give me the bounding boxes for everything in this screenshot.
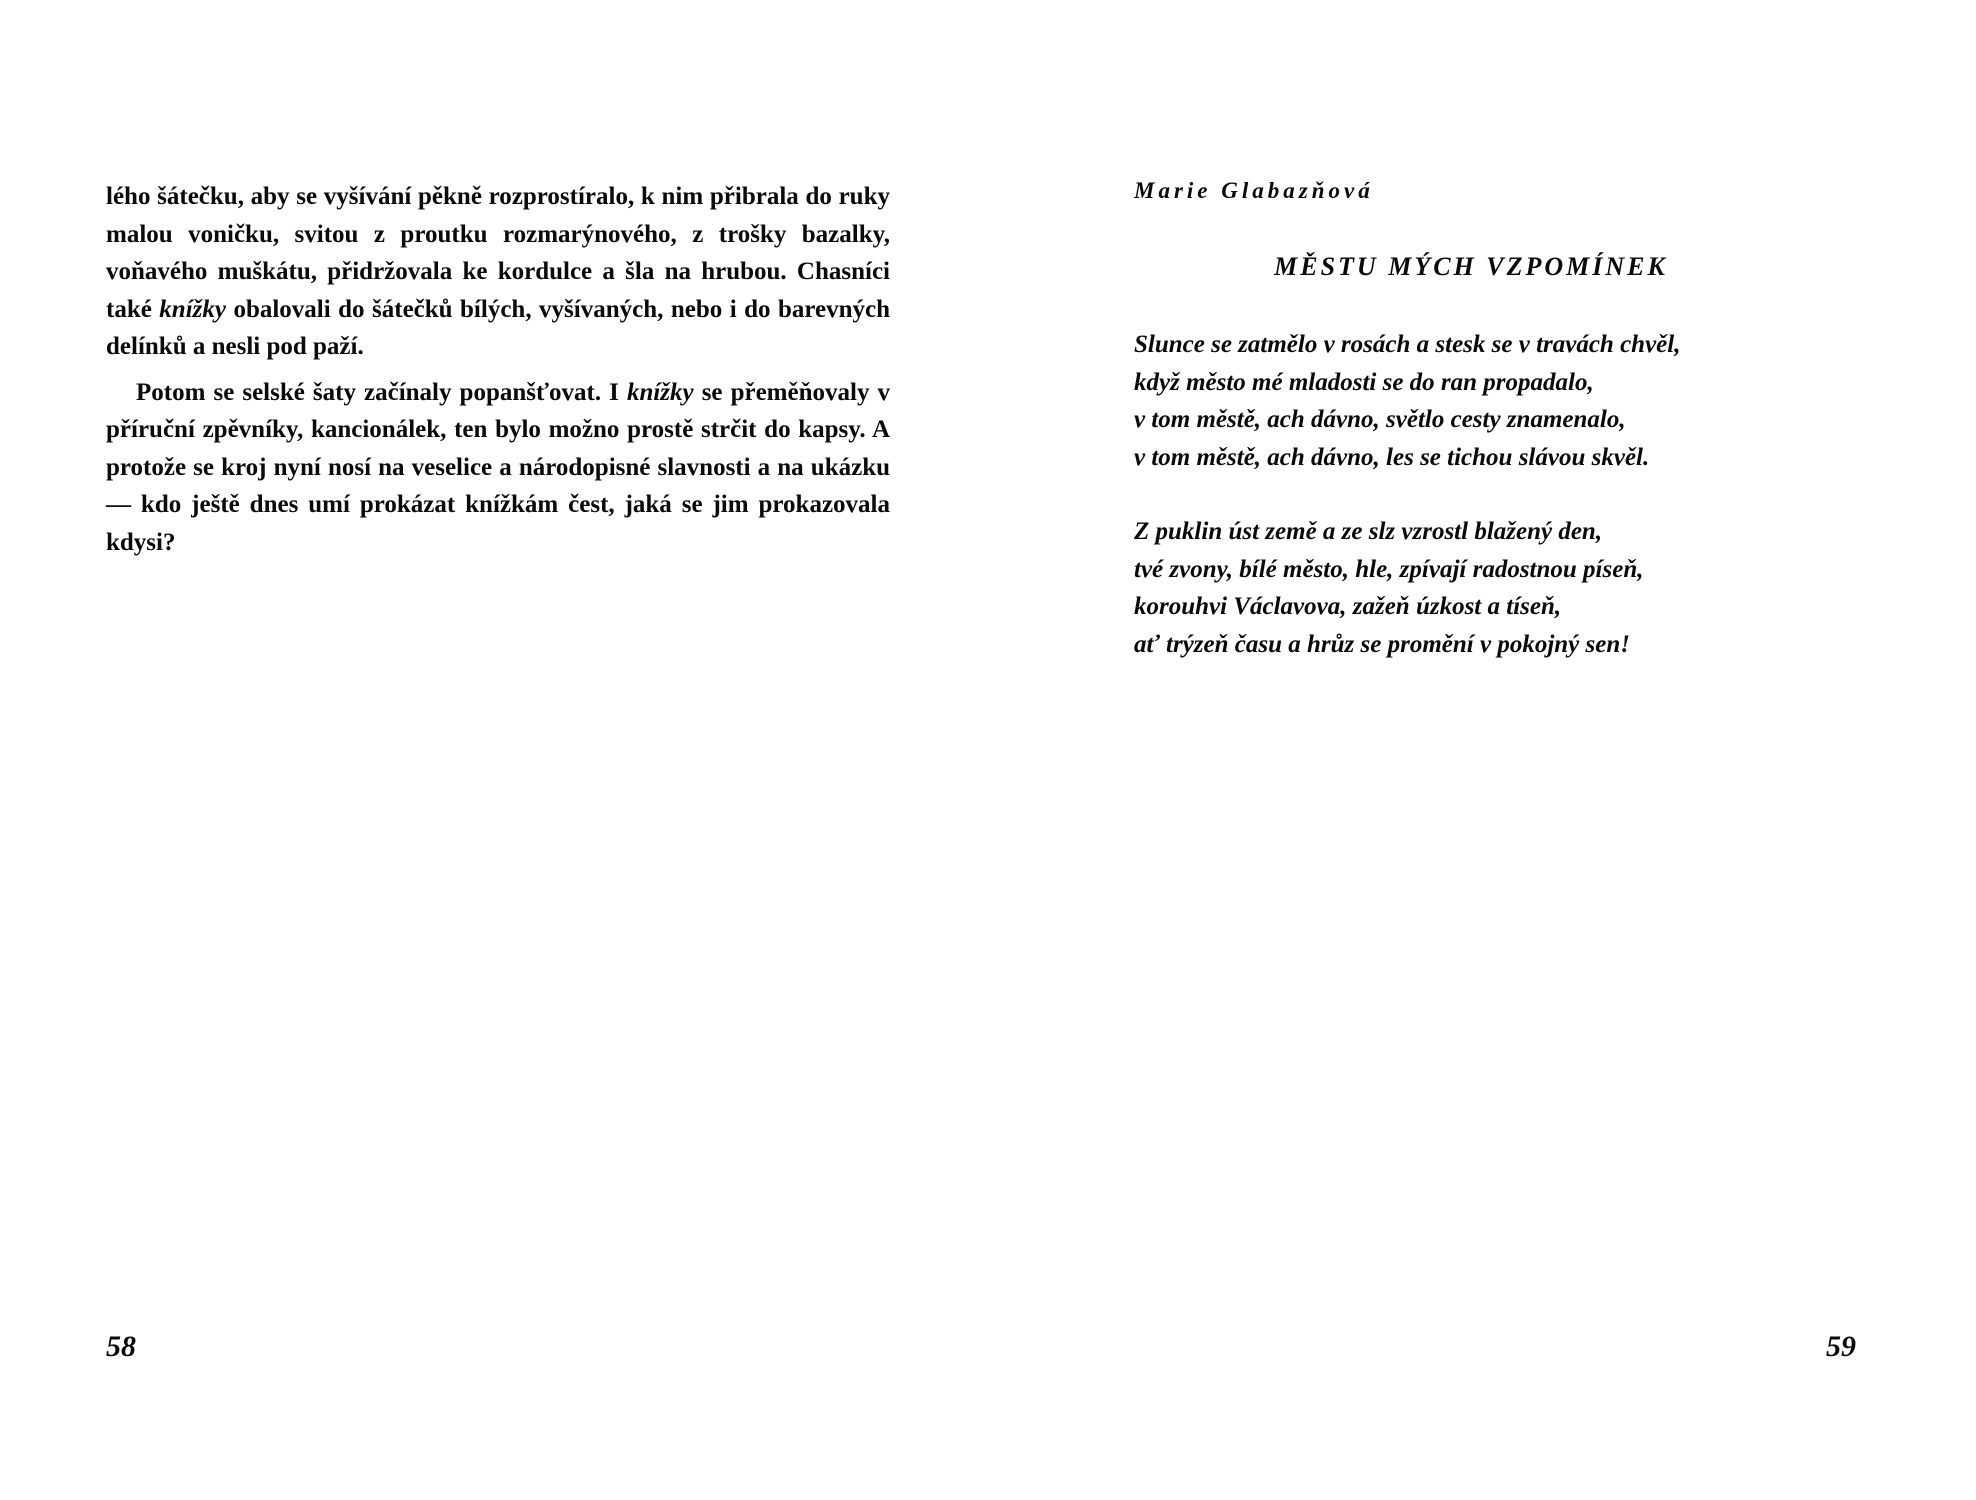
paragraph-2-part-3: se přeměňovaly v příruční zpěvníky, kancionálek, ten bylo možno prostě strčit do kapsy. A protože se kroj nyní nosí na veselice a národopisné slavnosti a na ukázku — kdo ještě dnes umí prokázat knížkám čest, jaká se jim prokazovala kdysi? [106, 378, 890, 556]
paragraph-2-part-2-italic: knížky [626, 378, 694, 406]
paragraph-2 [106, 374, 890, 562]
paragraph-1 [106, 178, 890, 366]
stanza-1 [1134, 326, 1834, 476]
poem-body [1134, 326, 1834, 663]
paragraph-2-part-1: Potom se selské šaty začínaly popanšťovat. I [136, 378, 627, 406]
paragraph-1-part-2-italic: knížky [159, 295, 226, 323]
verse-line: v tom městě, ach dávno, les se tichou slávou skvěl. [1134, 443, 1650, 471]
verse-line: korouhvi Václavova, zažeň úzkost a tíseň, [1134, 593, 1562, 620]
poem-title: MĚSTU MÝCH VZPOMÍNEK [1274, 252, 1668, 281]
paragraph-1-part-1: lého šátečku, aby se vyšívání pěkně rozprostíralo, k nim přibrala do ruky malou voničku, svitou z proutku rozmarýnového, z trošky bazalky, voňavého muškátu, přidržovala ke kordulce a šla na hrubou. Chasníci také [106, 183, 890, 323]
paragraph-1-part-3: obalovali do šátečků bílých, vyšívaných, nebo i do barevných delínků a nesli pod paží. [106, 295, 891, 360]
verse-line: když město mé mladosti se do ran propadalo, [1134, 368, 1594, 396]
poem-author: Marie Glabazňová [1134, 178, 1374, 203]
page-number-left: 58 [106, 1330, 136, 1363]
right-page [988, 0, 1976, 1500]
verse-line: ať trýzeň času a hrůz se promění v pokojný sen! [1134, 630, 1630, 658]
verse-line: v tom městě, ach dávno, světlo cesty znamenalo, [1134, 406, 1626, 433]
stanza-2 [1134, 513, 1834, 663]
verse-line: Slunce se zatmělo v rosách a stesk se v travách chvěl, [1134, 331, 1681, 358]
page-number-right: 59 [1826, 1330, 1856, 1363]
prose-text [106, 178, 890, 561]
verse-line: Z puklin úst země a ze slz vzrostl blažený den, [1134, 518, 1603, 545]
verse-line: tvé zvony, bílé město, hle, zpívají radostnou píseň, [1134, 555, 1644, 583]
